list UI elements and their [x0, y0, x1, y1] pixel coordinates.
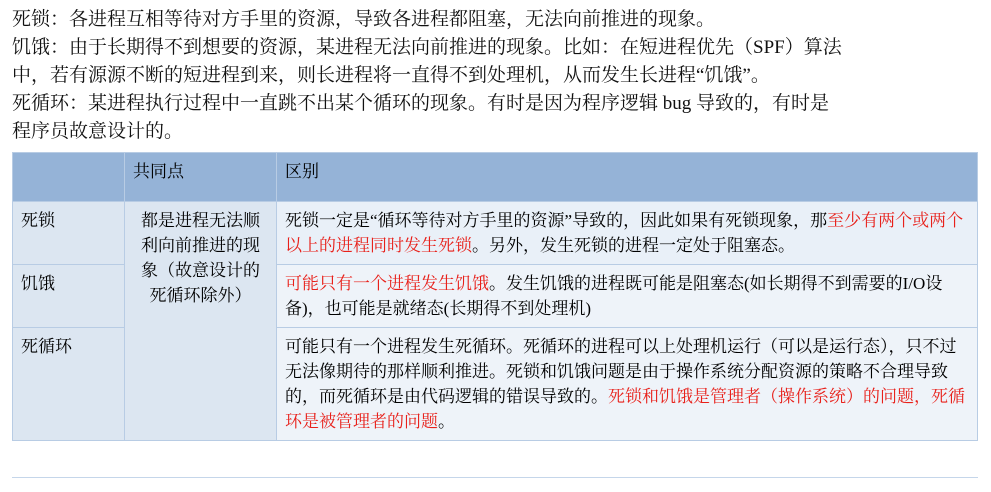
detail-cell-infinite-loop — [277, 328, 978, 441]
comparison-table — [12, 152, 978, 441]
detail-text-highlight: 死锁和饥饿是管理者（操作系统）的问题，死循环是被管理者的问题 — [285, 387, 965, 431]
header-cell-common: 共同点 — [125, 153, 277, 202]
detail-text-1: 。发生饥饿的进程既可能是阻塞态(如长期得不到需要的I/O设备)，也可能是就绪态(长期得不到处理机) — [285, 274, 943, 318]
header-cell-empty — [13, 153, 125, 202]
footer-band — [0, 478, 991, 492]
detail-cell-starvation — [277, 265, 978, 328]
row-label-infinite-loop: 死循环 — [13, 328, 125, 441]
intro-line-1: 死锁：各进程互相等待对方手里的资源，导致各进程都阻塞，无法向前推进的现象。 — [12, 9, 716, 30]
detail-text-1: 可能只有一个进程发生死循环。死循环的进程可以上处理机运行（可以是运行态），只不过无法像期待的那样顺利推进。死锁和饥饿问题是由于操作系统分配资源的策略不合理导致的，而死循环是由代码逻辑的错误导致的。 — [285, 337, 957, 406]
detail-text-highlight: 至少有两个或两个以上的进程同时发生死锁 — [285, 211, 964, 255]
header-cell-difference: 区别 — [277, 153, 978, 202]
intro-line-2: 饥饿：由于长期得不到想要的资源，某进程无法向前推进的现象。比如：在短进程优先（SPF）算法 — [12, 37, 842, 58]
table-header-row — [13, 153, 978, 202]
table-row — [13, 202, 978, 265]
row-label-starvation: 饥饿 — [13, 265, 125, 328]
detail-text-highlight: 可能只有一个进程发生饥饿 — [285, 274, 489, 293]
detail-cell-deadlock — [277, 202, 978, 265]
table-header — [13, 153, 978, 202]
detail-text-2: 。另外，发生死锁的进程一定处于阻塞态。 — [472, 236, 795, 255]
detail-text-2: 。 — [438, 412, 455, 431]
intro-line-4: 死循环：某进程执行过程中一直跳不出某个循环的现象。有时是因为程序逻辑 bug 导致的，有时是 — [12, 93, 830, 114]
intro-line-3: 中，若有源源不断的短进程到来，则长进程将一直得不到处理机，从而发生长进程“饥饿”。 — [12, 65, 770, 86]
row-label-deadlock: 死锁 — [13, 202, 125, 265]
common-point-cell: 都是进程无法顺利向前推进的现象（故意设计的死循环除外） — [125, 202, 277, 441]
intro-paragraph — [12, 6, 979, 146]
detail-text-1: 死锁一定是“循环等待对方手里的资源”导致的，因此如果有死锁现象，那 — [285, 211, 828, 230]
intro-line-5: 程序员故意设计的。 — [12, 121, 184, 142]
table-body — [13, 202, 978, 441]
